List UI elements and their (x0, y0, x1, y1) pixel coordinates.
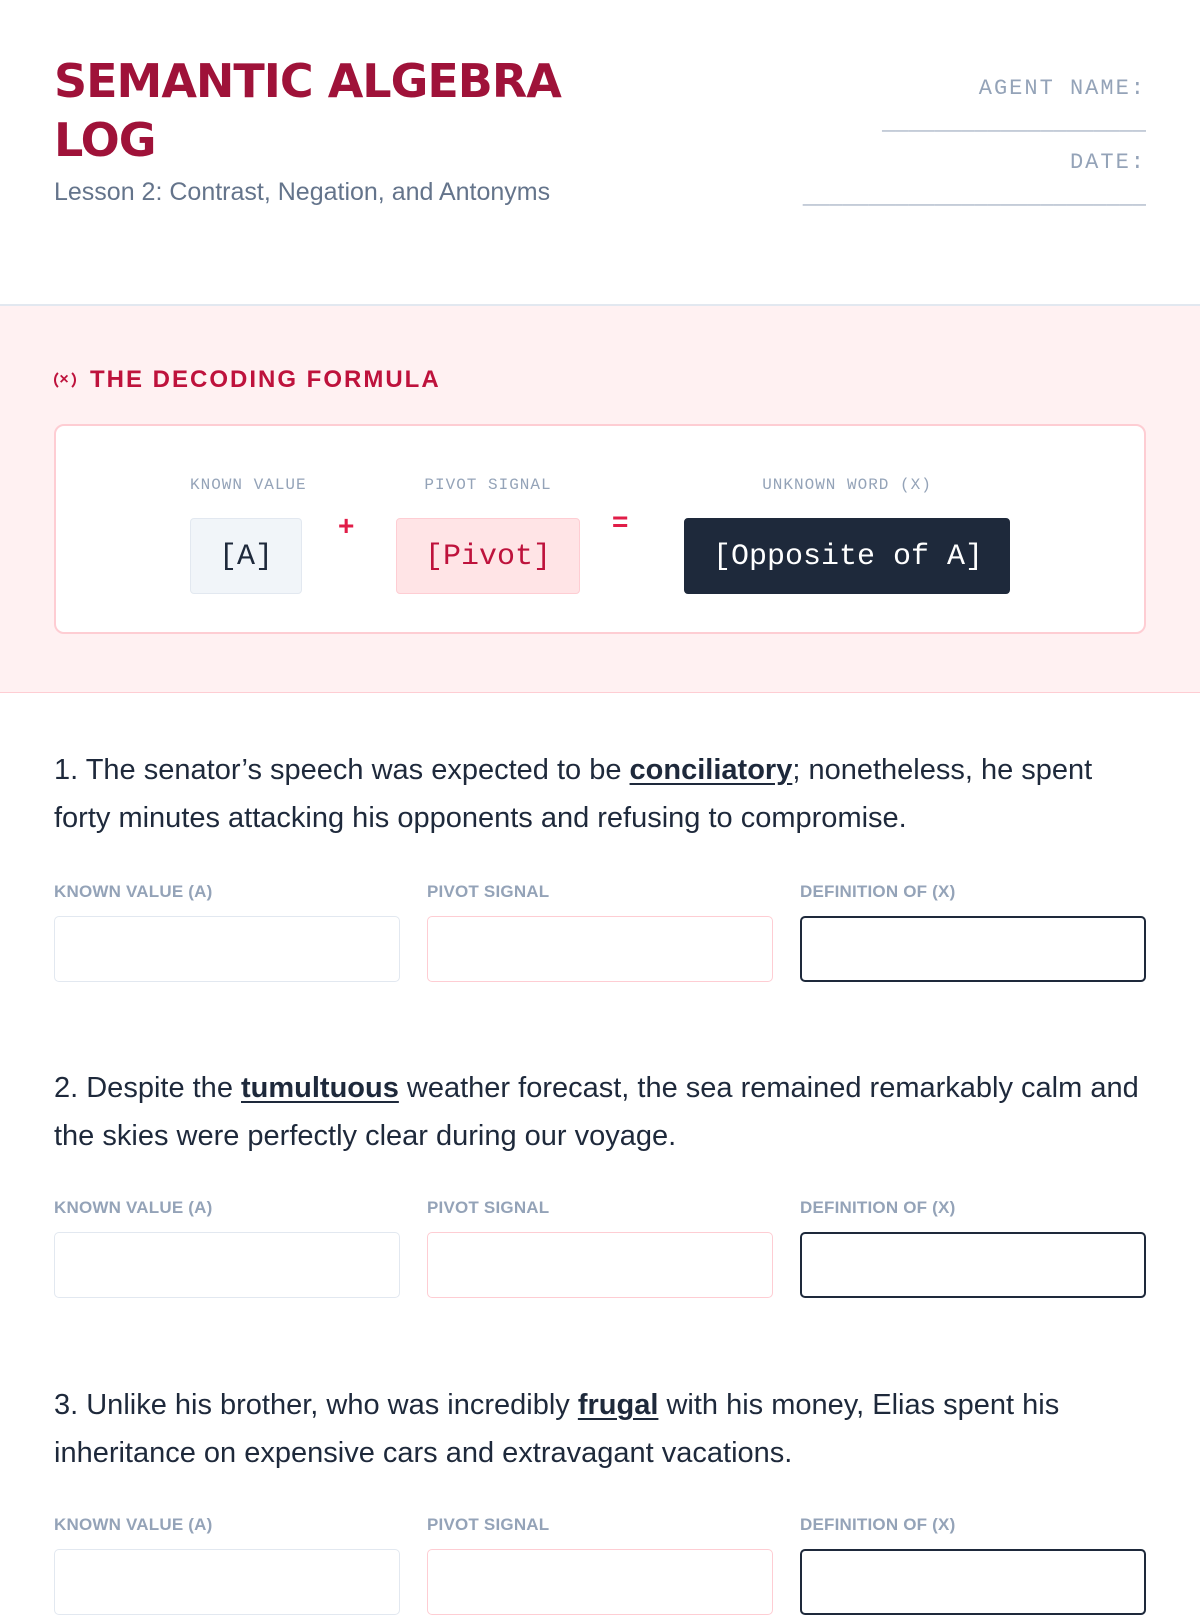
known-value-label: KNOWN VALUE (A) (54, 882, 213, 901)
definition-input[interactable] (800, 916, 1146, 982)
definition-field (800, 1515, 1146, 1615)
question-text-after: ; nonetheless, he spent forty minutes attacking his opponents and refusing to compromise. (54, 754, 1093, 834)
definition-label: DEFINITION OF (X) (800, 1515, 956, 1534)
pivot-signal-column (396, 476, 580, 594)
question-text-before: 3. Unlike his brother, who was incredibly (54, 1389, 578, 1421)
known-value-input[interactable] (54, 1232, 400, 1298)
question-text-before: 1. The senator’s speech was expected to be (54, 754, 630, 786)
definition-input[interactable] (800, 1232, 1146, 1298)
pivot-signal-label: PIVOT SIGNAL (427, 1515, 550, 1534)
pivot-signal-box: [Pivot] (396, 518, 580, 594)
pivot-signal-field (427, 1515, 773, 1615)
x-in-parens-icon: × (54, 369, 76, 391)
definition-field (800, 1198, 1146, 1298)
known-value-input[interactable] (54, 1549, 400, 1615)
pivot-signal-caption: PIVOT SIGNAL (424, 476, 552, 494)
agent-name-field[interactable] (882, 76, 1146, 136)
question-text-after: with his money, Elias spent his inheritance on expensive cars and extravagant vacations. (54, 1389, 1060, 1469)
definition-label: DEFINITION OF (X) (800, 1198, 956, 1217)
header (0, 0, 1200, 306)
known-value-field (54, 882, 400, 982)
target-word: tumultuous (241, 1072, 399, 1104)
pivot-signal-label: PIVOT SIGNAL (427, 882, 550, 901)
formula-heading-text: THE DECODING FORMULA (90, 366, 441, 393)
question-text (54, 746, 1146, 842)
pivot-signal-input[interactable] (427, 1549, 773, 1615)
pivot-signal-field (427, 882, 773, 982)
decoding-formula-section (0, 306, 1200, 693)
definition-field (800, 882, 1146, 982)
plus-operator: + (338, 510, 355, 541)
known-value-box: [A] (190, 518, 302, 594)
question-3 (54, 1381, 1146, 1534)
lesson-subtitle: Lesson 2: Contrast, Negation, and Antonyms (54, 178, 551, 206)
unknown-word-box: [Opposite of A] (684, 518, 1010, 594)
known-value-column (190, 476, 307, 594)
pivot-signal-input[interactable] (427, 1232, 773, 1298)
formula-card (54, 424, 1146, 634)
question-text (54, 1064, 1146, 1160)
known-value-label: KNOWN VALUE (A) (54, 1198, 213, 1217)
known-value-label: KNOWN VALUE (A) (54, 1515, 213, 1534)
question-text-after: weather forecast, the sea remained remarkably calm and the skies were perfectly clear during our voyage. (54, 1072, 1139, 1152)
question-2 (54, 1064, 1146, 1217)
known-value-field (54, 1198, 400, 1298)
question-1 (54, 746, 1146, 901)
unknown-word-column (684, 476, 1010, 594)
formula-heading (54, 366, 441, 394)
question-text-before: 2. Despite the (54, 1072, 241, 1104)
date-label: DATE: (1069, 150, 1146, 175)
date-field[interactable] (803, 150, 1146, 210)
known-value-caption: KNOWN VALUE (190, 476, 307, 494)
pivot-signal-field (427, 1198, 773, 1298)
equals-operator: = (612, 506, 629, 537)
unknown-word-caption: UNKNOWN WORD (X) (762, 476, 932, 494)
known-value-input[interactable] (54, 916, 400, 982)
agent-name-line: ____________________ (881, 111, 1146, 136)
agent-name-label: AGENT NAME: (978, 76, 1146, 101)
definition-input[interactable] (800, 1549, 1146, 1615)
pivot-signal-label: PIVOT SIGNAL (427, 1198, 550, 1217)
target-word: frugal (577, 1389, 659, 1421)
page-title: SEMANTIC ALGEBRA LOG (54, 54, 561, 167)
date-line: __________________________ (802, 185, 1146, 210)
definition-label: DEFINITION OF (X) (800, 882, 956, 901)
question-text (54, 1381, 1146, 1477)
known-value-field (54, 1515, 400, 1615)
target-word: conciliatory (629, 754, 793, 786)
pivot-signal-input[interactable] (427, 916, 773, 982)
